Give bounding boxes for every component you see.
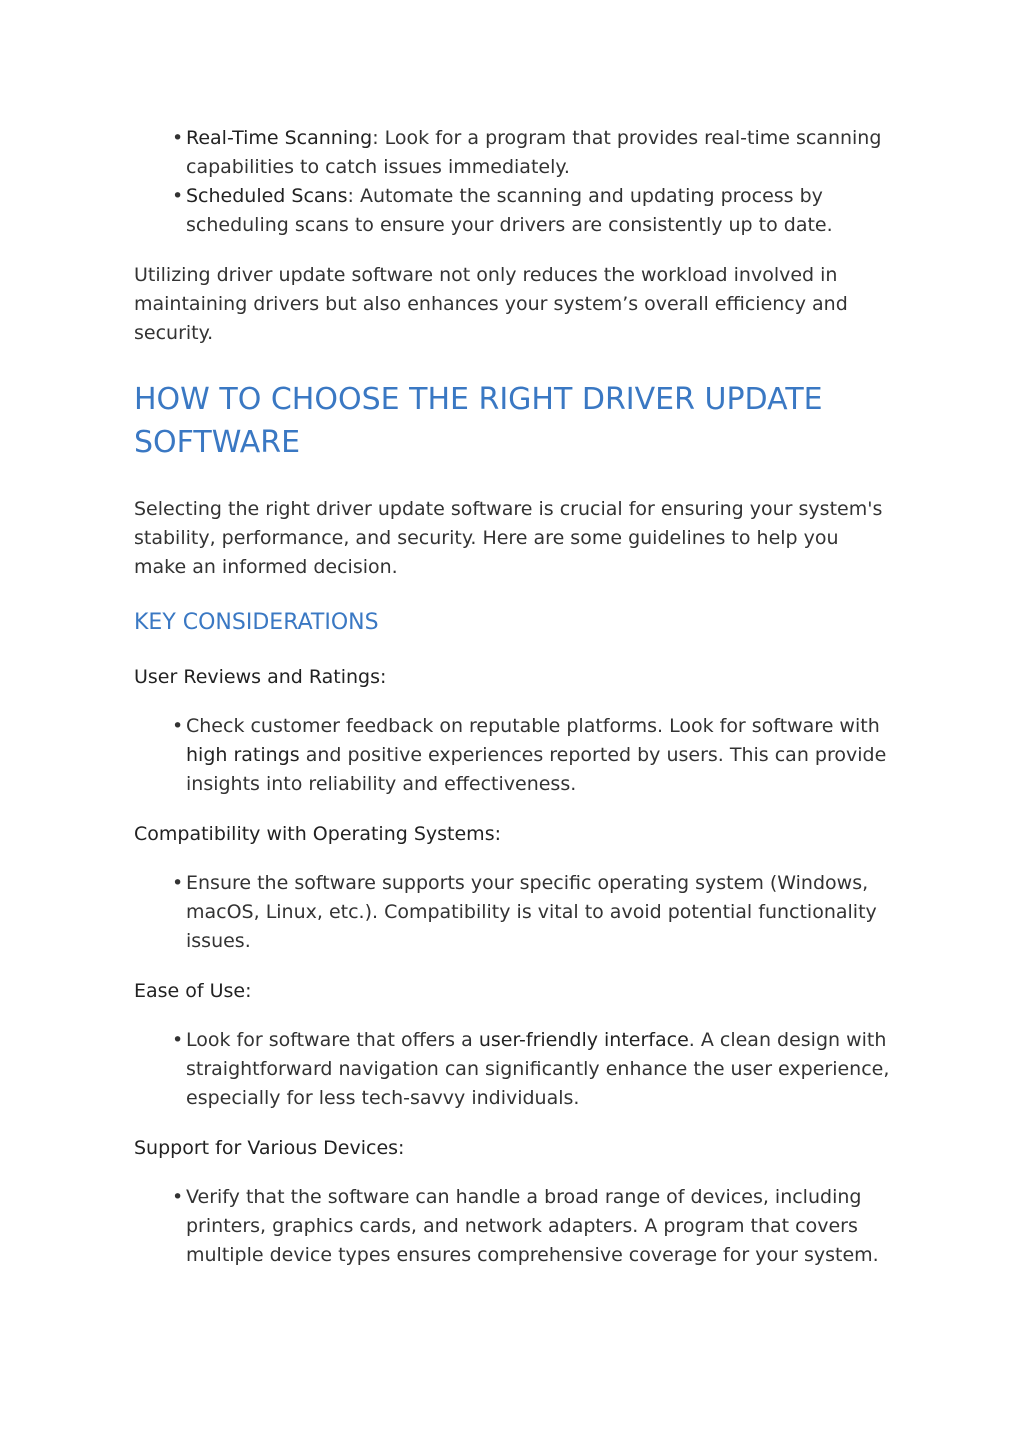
bullet-text: Automate the scanning and updating process by scheduling scans to ensure your drivers are consistently up to date. — [186, 185, 833, 236]
list-item — [172, 1026, 894, 1113]
utilizing-paragraph: Utilizing driver update software not only reduces the workload involved in maintaining drivers but also enhances your system’s overall efficiency and security. — [134, 264, 848, 344]
bullet-text: Ensure the software supports your specific operating system (Windows, macOS, Linux, etc.). Compatibility is vital to avoid potential functionality issues. — [186, 872, 877, 952]
bullet-text: Check customer feedback on reputable platforms. Look for software with — [186, 715, 880, 737]
consideration-label-ease-of-use: Ease of Use: — [134, 980, 252, 1002]
bullet-glyph: • — [172, 1186, 184, 1208]
bullet-text: Verify that the software can handle a broad range of devices, including printers, graphics cards, and network adapters. A program that covers multiple device types ensures comprehensive coverage for your system. — [186, 1186, 879, 1266]
bullet-glyph: • — [172, 715, 184, 737]
list-item — [172, 869, 894, 956]
consideration-label-user-reviews: User Reviews and Ratings: — [134, 666, 387, 688]
consideration-bullet-list — [134, 1026, 894, 1113]
bullet-term-separator: : — [347, 185, 354, 207]
bullet-term-separator: : — [372, 127, 379, 149]
bullet-glyph: • — [172, 185, 184, 207]
bullet-text: and positive experiences reported by users. This can provide insights into reliability and effectiveness. — [186, 744, 887, 795]
section-heading: HOW TO CHOOSE THE RIGHT DRIVER UPDATE SOFTWARE — [134, 382, 823, 460]
bullet-term: user-friendly interface — [478, 1029, 689, 1051]
consideration-bullet-list — [134, 712, 894, 799]
bullet-term: high ratings — [186, 744, 300, 766]
key-considerations-heading: KEY CONSIDERATIONS — [134, 610, 379, 635]
bullet-glyph: • — [172, 1029, 184, 1051]
bullet-text: Look for software that offers a — [186, 1029, 479, 1051]
section-intro-paragraph: Selecting the right driver update software is crucial for ensuring your system's stability, performance, and security. Here are some guidelines to help you make an informed decision. — [134, 498, 883, 578]
document-page — [134, 124, 894, 1270]
consideration-label-device-support: Support for Various Devices: — [134, 1137, 405, 1159]
bullet-glyph: • — [172, 872, 184, 894]
list-item — [172, 182, 894, 240]
list-item — [172, 1183, 894, 1270]
consideration-label-compatibility: Compatibility with Operating Systems: — [134, 823, 501, 845]
bullet-term: Real-Time Scanning — [186, 127, 373, 149]
consideration-bullet-list — [134, 1183, 894, 1270]
bullet-term: Scheduled Scans — [186, 185, 348, 207]
consideration-bullet-list — [134, 869, 894, 956]
bullet-text: . A clean design with straightforward navigation can significantly enhance the user experience, especially for less tech-savvy individuals. — [186, 1029, 890, 1109]
bullet-glyph: • — [172, 127, 184, 149]
list-item — [172, 712, 894, 799]
bullet-text: Look for a program that provides real-time scanning capabilities to catch issues immediately. — [186, 127, 882, 178]
list-item — [172, 124, 894, 182]
intro-bullet-list — [134, 124, 894, 240]
